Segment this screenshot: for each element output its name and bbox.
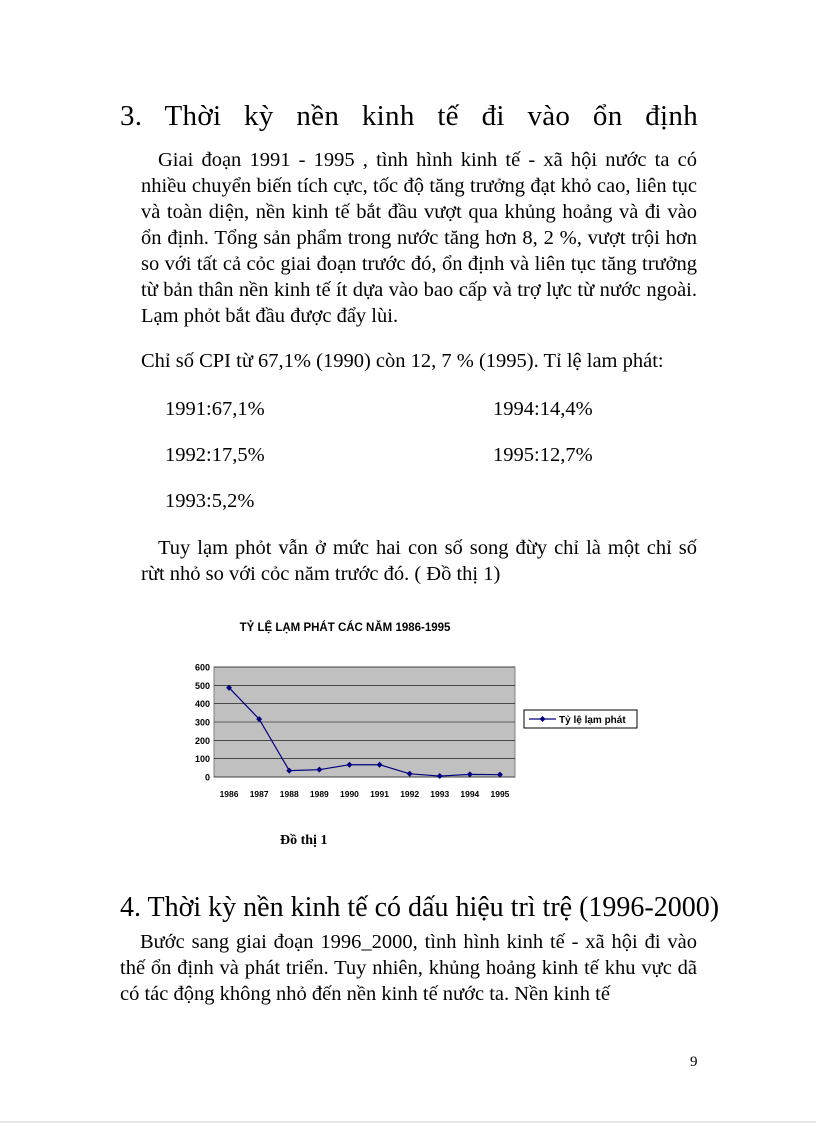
x-tick-label: 1989 [309,789,329,799]
x-tick-label: 1993 [430,789,450,799]
section-3-heading: 3. Thời kỳ nền kinh tế đi vào ổn định [120,100,698,132]
legend-label: Tỷ lệ lạm phát [559,715,626,726]
rate-1992: 1992:17,5% [165,444,265,466]
section-3-paragraph-1: Giai đoạn 1991 - 1995 , tình hình kinh tế - xã hội nước ta có nhiều chuyển biến tích cực, tốc độ tăng trưởng đạt khỏ cao, liên tục và toàn diện, nền kinh tế bắt đầu vượt qua khủng hoảng và đi vào ổn định. Tổng sản phẩm trong nước tăng hơn 8, 2 %, vượt trội hơn so với tất cả cỏc giai đoạn trước đó, ổn định và liên tục tăng trưởng từ bản thân nền kinh tế ít dựa vào bao cấp và trợ lực từ nước ngoài. Lạm phỏt bắt đầu được đẩy lùi. [141,149,697,327]
x-tick-label: 1987 [249,789,269,799]
y-tick-label: 600 [194,662,210,673]
x-tick-label: 1994 [460,789,480,799]
section-4-paragraph-1: Bước sang giai đoạn 1996_2000, tình hình kinh tế - xã hội đi vào thế ổn định và phát triển. Tuy nhiên, khủng hoảng kinh tế khu vực dã có tác động không nhỏ đến nền kinh tế nước ta. Nền kinh tế [120,931,697,1005]
y-tick-label: 200 [194,735,210,746]
y-axis-ticks [195,663,210,783]
y-tick-label: 300 [194,717,210,728]
y-tick-label: 500 [194,680,210,691]
x-tick-label: 1991 [370,789,390,799]
rate-1994: 1994:14,4% [493,398,593,420]
rate-1991: 1991:67,1% [165,398,265,420]
x-tick-label: 1990 [339,789,359,799]
page-number: 9 [690,1054,698,1070]
x-tick-label: 1992 [400,789,420,799]
chart-legend [524,710,637,728]
section-4-heading: 4. Thời kỳ nền kinh tế có dấu hiệu trì trệ (1996-2000) [120,892,720,923]
section-3-paragraph-3: Tuy lạm phỏt vẫn ở mức hai con số song đừy chỉ là một chỉ số rừt nhỏ so với cỏc năm trước đó. ( Đồ thị 1) [141,537,697,585]
x-axis-ticks [220,789,510,799]
rate-1995: 1995:12,7% [493,444,593,466]
y-tick-label: 100 [194,754,210,765]
y-tick-label: 0 [204,772,210,783]
x-tick-label: 1988 [279,789,299,799]
chart-title: TỶ LỆ LẠM PHÁT CÁC NĂM 1986-1995 [239,622,451,634]
cpi-paragraph: Chỉ số CPI từ 67,1% (1990) còn 12, 7 % (1995). Tỉ lệ lam phát: [141,350,664,372]
x-tick-label: 1995 [490,789,510,799]
rate-1993: 1993:5,2% [165,490,255,512]
y-tick-label: 400 [194,699,210,710]
x-tick-label: 1986 [219,789,239,799]
chart-caption: Đồ thị 1 [280,833,328,848]
inflation-line-chart [180,610,650,810]
